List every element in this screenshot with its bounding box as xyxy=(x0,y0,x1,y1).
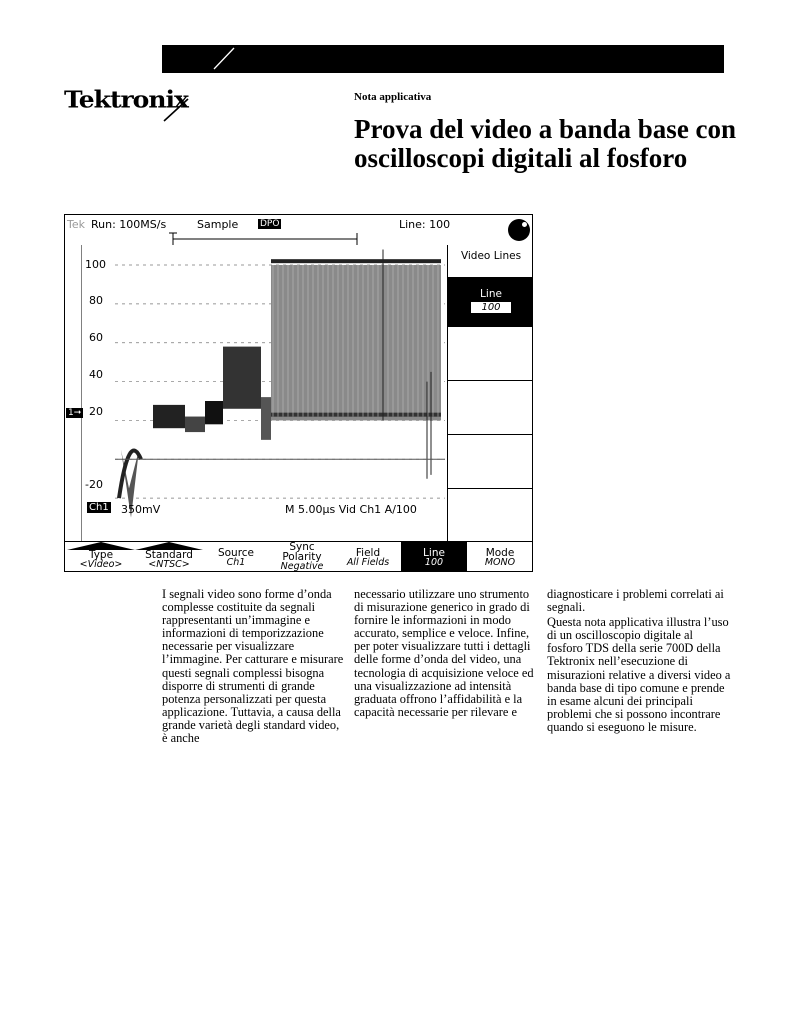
step-1 xyxy=(153,405,185,428)
side-menu-empty-4[interactable] xyxy=(448,489,533,541)
step-2 xyxy=(185,417,205,433)
side-menu-empty-1[interactable] xyxy=(448,327,533,381)
menu-standard-label: Standard xyxy=(145,549,193,561)
step-4 xyxy=(223,347,261,409)
timebase-readout: M 5.00µs Vid Ch1 A/100 xyxy=(285,503,417,516)
y-tick-20: 20 xyxy=(89,405,103,418)
y-tick-80: 80 xyxy=(89,294,103,307)
menu-source-button[interactable] xyxy=(203,542,269,572)
step-3 xyxy=(205,401,223,424)
side-line-value: 100 xyxy=(471,302,510,313)
body-paragraph: necessario utilizzare uno strumento di misurazione generico in grado di fornire le informazioni in modo accurato, semplice e veloce. Infine, per poter visualizzare tutti i dettagli delle forme d’onda del video, una tecnologia di acquisizione veloce ed una visualizzazione ad intensità graduata offrono l’affidabilità e la capacità necessarie per rilevare e xyxy=(354,587,534,719)
logo-swoosh xyxy=(64,85,194,125)
waveform-plot xyxy=(81,245,445,541)
logo-wordmark: Tektronix xyxy=(64,85,188,114)
luminance-block xyxy=(271,265,441,420)
menu-source-label: Source xyxy=(217,547,255,559)
tek-label: Tek xyxy=(67,218,85,231)
acq-mode: Sample xyxy=(197,218,239,231)
body-column-1 xyxy=(162,588,346,747)
slash-decoration xyxy=(162,45,724,73)
channel-ground-marker: 1➞ xyxy=(68,408,82,418)
page-title: Prova del video a banda base con oscilloscopi digitali al fosforo xyxy=(354,114,737,173)
y-tick-40: 40 xyxy=(89,368,103,381)
dpo-badge: DPO xyxy=(260,219,280,229)
header-bar xyxy=(162,45,724,73)
menu-standard-button[interactable] xyxy=(135,542,203,572)
menu-mode-value: MONO xyxy=(484,557,516,568)
side-menu-title: Video Lines xyxy=(448,245,533,293)
menu-sync-polarity-button[interactable] xyxy=(269,542,335,572)
side-menu-empty-3[interactable] xyxy=(448,435,533,489)
menu-sync-value: Negative xyxy=(280,561,324,572)
oscilloscope-screen xyxy=(64,214,533,572)
menu-line-label: Line xyxy=(423,547,445,559)
ch1-tag: Ch1 xyxy=(89,502,109,513)
menu-source-value: Ch1 xyxy=(226,557,246,568)
y-tick-minus20: -20 xyxy=(85,478,103,491)
body-paragraph: I segnali video sono forme d’onda complesse costituite da segnali rappresentanti un’immagine e informazioni di temporizzazione necessarie per visualizzare l’immagine. Per catturare e misurare questi segnali complessi bisogna disporre di strumenti di grande potenza personalizzati per questa applicazione. Tuttavia, a causa della grande varietà degli standard video, è anche xyxy=(162,587,344,746)
menu-sync-label: Sync Polarity xyxy=(282,541,322,563)
body-column-2 xyxy=(354,588,538,721)
body-paragraph: Questa nota applicativa illustra l’uso di un oscilloscopio digitale al fosforo TDS della serie 700D della Tektronix nell’esecuzione di misurazioni relative a diversi video a banda base di tipo comune e prende in esame alcuni dei principali problemi che si possono incontrare quando si eseguono le misure. xyxy=(547,615,731,734)
luminance-top-edge xyxy=(271,259,441,263)
y-tick-60: 60 xyxy=(89,331,103,344)
menu-field-button[interactable] xyxy=(335,542,401,572)
menu-field-value: All Fields xyxy=(346,557,390,568)
side-menu-line-button[interactable] xyxy=(448,277,533,327)
volts-per-div: 350mV xyxy=(121,503,161,516)
side-line-label: Line xyxy=(480,288,502,300)
side-menu-empty-2[interactable] xyxy=(448,381,533,435)
tektronix-logo xyxy=(64,85,194,125)
y-tick-100: 100 xyxy=(85,258,106,271)
side-menu xyxy=(447,245,533,541)
menu-field-label: Field xyxy=(355,547,381,559)
body-column-3 xyxy=(547,588,731,736)
step-5 xyxy=(261,397,271,440)
menu-mode-button[interactable] xyxy=(467,542,533,572)
menu-line-button[interactable] xyxy=(401,542,467,572)
body-paragraph: diagnosticare i problemi correlati ai segnali. xyxy=(547,587,724,615)
menu-type-button[interactable] xyxy=(67,542,135,572)
menu-type-label: Type xyxy=(88,549,114,561)
menu-line-value: 100 xyxy=(424,557,444,568)
menu-type-value: <Video> xyxy=(79,559,123,570)
run-status: Run: 100MS/s xyxy=(91,218,167,231)
knob-icon xyxy=(508,219,530,241)
bottom-menu xyxy=(65,541,532,572)
luminance-bottom-edge xyxy=(271,413,441,417)
document-type: Nota applicativa xyxy=(354,91,432,103)
menu-standard-value: <NTSC> xyxy=(148,559,190,570)
menu-mode-label: Mode xyxy=(485,547,515,559)
trigger-line: Line: 100 xyxy=(399,218,451,231)
